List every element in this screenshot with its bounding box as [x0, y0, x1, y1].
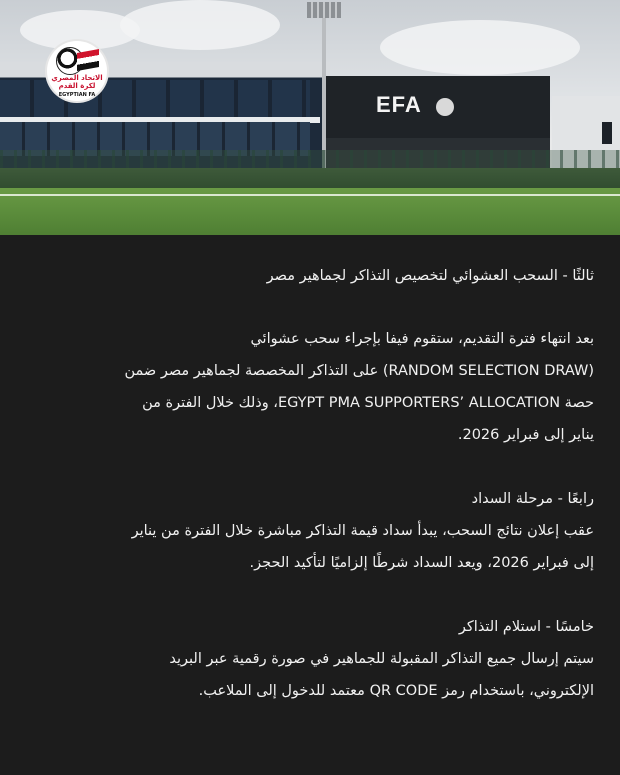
paragraph-line: (RANDOM SELECTION DRAW) على التذاكر المخصصة لجماهير مصر ضمن	[124, 363, 594, 379]
paragraph-line: إلى فبراير 2026، ويعد السداد شرطًا إلزاميًا لتأكيد الحجز.	[249, 555, 594, 571]
section3-heading	[24, 260, 594, 292]
section4-paragraph	[24, 483, 594, 579]
paragraph-line: بعد انتهاء فترة التقديم، ستقوم فيفا بإجراء سحب عشوائي	[250, 331, 594, 347]
logo-text: الاتحاد المصري	[51, 74, 103, 82]
section3-paragraph	[24, 323, 594, 451]
section5-paragraph	[24, 611, 594, 707]
header-photo	[0, 0, 620, 235]
efa-sign: EFA	[376, 92, 422, 117]
article-body	[0, 235, 620, 775]
paragraph-line: سيتم إرسال جميع التذاكر المقبولة للجماهير في صورة رقمية عبر البريد	[169, 651, 594, 667]
efa-emblem-icon	[436, 98, 454, 116]
efa-logo	[47, 41, 107, 101]
logo-text: لكرة القدم	[58, 82, 96, 90]
pitch-line	[0, 194, 620, 196]
paragraph-line: يناير إلى فبراير 2026.	[457, 427, 594, 443]
paragraph-line: عقب إعلان نتائج السحب، يبدأ سداد قيمة التذاكر مباشرة خلال الفترة من يناير	[131, 523, 594, 539]
egypt-flag-icon	[77, 49, 99, 71]
heading-text: ثالثًا - السحب العشوائي لتخصيص التذاكر لجماهير مصر	[266, 268, 594, 284]
cloud	[380, 20, 580, 75]
paragraph-line: الإلكتروني، باستخدام رمز QR CODE معتمد للدخول إلى الملاعب.	[198, 683, 594, 699]
paragraph-line: حصة EGYPT PMA SUPPORTERS’ ALLOCATION، وذلك خلال الفترة من	[142, 395, 594, 411]
section4-heading: رابعًا - مرحلة السداد	[471, 491, 594, 507]
floodlight-icon	[307, 2, 341, 18]
section5-heading: خامسًا - استلام التذاكر	[458, 619, 594, 635]
cloud	[120, 0, 280, 50]
logo-text: EGYPTIAN FA	[58, 92, 96, 98]
